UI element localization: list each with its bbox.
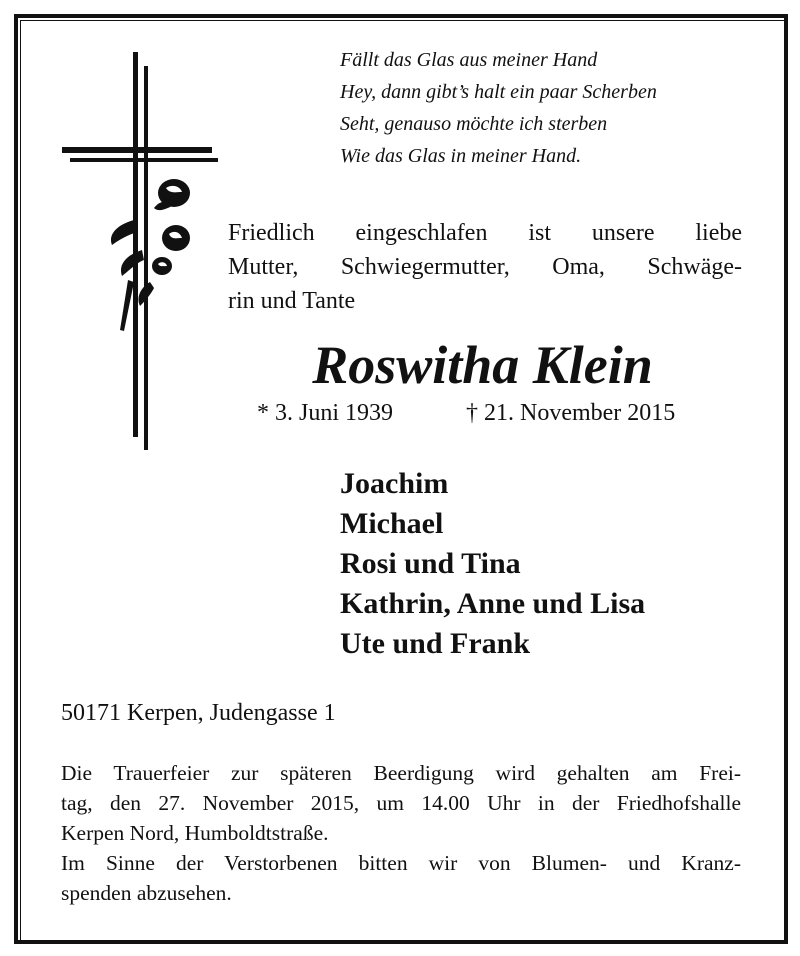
family-member: Ute und Frank [340, 627, 531, 660]
family-list [340, 464, 645, 664]
intro-line: Mutter, Schwiegermutter, Oma, Schwäge- [228, 254, 742, 280]
family-member: Michael [340, 507, 444, 540]
family-member: Joachim [340, 467, 449, 500]
cross-with-roses-icon [56, 50, 226, 460]
family-member: Kathrin, Anne und Lisa [340, 587, 646, 620]
poem [340, 44, 657, 172]
poem-line: Wie das Glas in meiner Hand. [340, 145, 582, 167]
death-date: † 21. November 2015 [466, 400, 676, 426]
poem-line: Fällt das Glas aus meiner Hand [340, 49, 598, 71]
poem-line: Seht, genauso möchte ich sterben [340, 113, 608, 135]
intro-line: Friedlich eingeschlafen ist unsere liebe [228, 220, 742, 246]
birth-date: * 3. Juni 1939 [257, 400, 394, 426]
address: 50171 Kerpen, Judengasse 1 [61, 700, 336, 726]
poem-line: Hey, dann gibt’s halt ein paar Scherben [340, 81, 657, 103]
intro-line: rin und Tante [228, 288, 356, 314]
notice-line: Im Sinne der Verstorbenen bitten wir von Blumen- und Kranz- [61, 851, 741, 875]
notice-line: spenden abzusehen. [61, 881, 232, 905]
funeral-notice [61, 758, 741, 908]
intro-text [228, 216, 742, 318]
notice-line: tag, den 27. November 2015, um 14.00 Uhr in der Friedhofshalle [61, 791, 741, 815]
deceased-name: Roswitha Klein [312, 335, 653, 395]
family-member: Rosi und Tina [340, 547, 521, 580]
notice-line: Kerpen Nord, Humboldtstraße. [61, 821, 329, 845]
notice-line: Die Trauerfeier zur späteren Beerdigung wird gehalten am Frei- [61, 761, 741, 785]
